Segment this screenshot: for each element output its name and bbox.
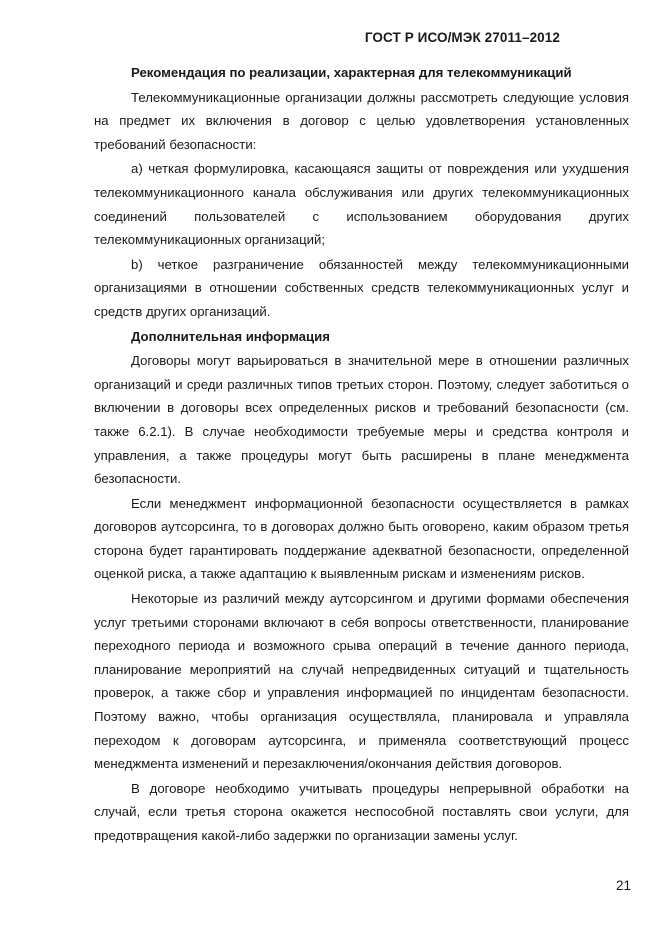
paragraph-contracts: Договоры могут варьироваться в значительной мере в отношении различных организаций и среди различных типов третьих сторон. Поэтому, следует заботиться о включении в договоры всех определенных рисков и требований безопасности (см. также 6.2.1). В случае необходимости требуемые меры и средства контроля и управления, а также процедуры могут быть расширены в плане менеджмента безопасности.: [94, 353, 629, 487]
list-item-b: b) четкое разграничение обязанностей между телекоммуникационными организациями в отношении собственных средств телекоммуникационных услуг и средств других организаций.: [94, 256, 629, 319]
paragraph-conditions: Телекоммуникационные организации должны рассмотреть следующие условия на предмет их включения в договор с целью удовлетворения установленных требований безопасности:: [94, 89, 629, 152]
section-heading-additional: Дополнительная информация: [131, 328, 330, 344]
document-header: ГОСТ Р ИСО/МЭК 27011–2012: [364, 30, 560, 45]
list-item-a: a) четкая формулировка, касающаяся защиты от повреждения или ухудшения телекоммуникационного канала обслуживания или других телекоммуникационных соединений пользователей с использованием оборудования других телекоммуникационных организаций;: [94, 161, 629, 248]
document-body: [94, 61, 629, 849]
paragraph-outsourcing: Если менеджмент информационной безопасности осуществляется в рамках договоров аутсорсинга, то в договорах должно быть оговорено, каким образом третья сторона будет гарантировать поддержание адекватной безопасности, определенной оценкой риска, а также адаптацию к выявленным рискам и изменениям рисков.: [94, 495, 629, 582]
paragraph-differences: Некоторые из различий между аутсорсингом и другими формами обеспечения услуг третьими сторонами включают в себя вопросы ответственности, планирование переходного периода и возможного срыва операций в течение данного периода, планирование мероприятий на случай непредвиденных ситуаций и тщательность проверок, а также сбор и управления информацией по инцидентам безопасности. Поэтому важно, чтобы организация осуществляла, планировала и управляла переходом к договорам аутсорсинга, и применяла соответствующий процесс менеджмента изменений и перезаключения/окончания действия договоров.: [94, 591, 629, 772]
section-heading-recommendation: Рекомендация по реализации, характерная для телекоммуникаций: [131, 65, 572, 80]
page-number: 21: [615, 878, 631, 893]
paragraph-continuity: В договоре необходимо учитывать процедуры непрерывной обработки на случай, если третья сторона окажется неспособной поставлять свои услуги, для предотвращения какой-либо задержки по организации замены услуг.: [94, 780, 629, 843]
